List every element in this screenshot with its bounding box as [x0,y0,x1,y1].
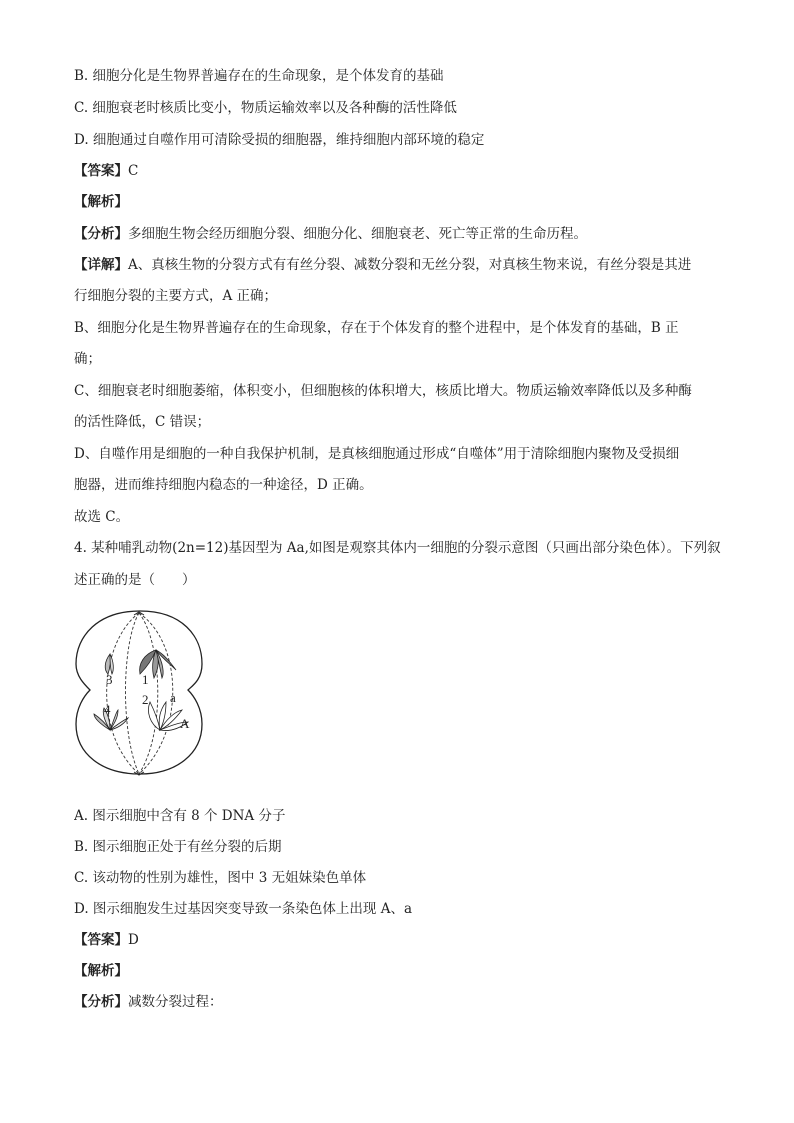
prev-option-d: D. 细胞通过自噬作用可清除受损的细胞器，维持细胞内部环境的稳定 [74,132,485,148]
prev-explain-line [74,192,724,212]
detail-line-3: B、细胞分化是生物界普遍存在的生命现象，存在于个体发育的整个进程中，是个体发育的基础，B 正 [74,320,679,336]
q4-answer-value: D [128,932,139,948]
prev-analysis-line [74,224,724,244]
q4-stem-line-1: 4. 某种哺乳动物(2n=12)基因型为 Aa,如图是观察其体内一细胞的分裂示意图（只画出部分染色体）。下列叙 [74,540,721,556]
prev-answer-line [74,161,724,181]
detail-line-2: 行细胞分裂的主要方式，A 正确； [74,288,278,304]
q4-analysis-line [74,992,724,1012]
label-gene-a: a [170,690,176,705]
cell-division-figure [70,602,208,780]
q4-option-b: B. 图示细胞正处于有丝分裂的后期 [74,839,282,855]
q4-analysis-tag: 【分析】 [74,994,128,1010]
chromosome-4 [94,708,128,730]
label-2: 2 [142,692,149,707]
detail-line-8: 胞器，进而维持细胞内稳态的一种途径，D 正确。 [74,477,373,493]
q4-option-c: C. 该动物的性别为雄性，图中 3 无姐妹染色单体 [74,870,367,886]
q4-analysis-text: 减数分裂过程： [128,994,223,1010]
prev-option-c: C. 细胞衰老时核质比变小，物质运输效率以及各种酶的活性降低 [74,100,457,116]
chromosome-3 [105,654,113,674]
label-gene-A: A [180,716,190,731]
label-3: 3 [106,672,113,687]
prev-option-b: B. 细胞分化是生物界普遍存在的生命现象，是个体发育的基础 [74,68,444,84]
q4-stem-line-2: 述正确的是（ ） [74,572,196,588]
detail-line-7: D、自噬作用是细胞的一种自我保护机制，是真核细胞通过形成“自噬体”用于清除细胞内聚物及受损细 [74,446,680,462]
detail-line-9: 故选 C。 [74,509,130,525]
detail-line-5: C、细胞衰老时细胞萎缩，体积变小，但细胞核的体积增大，核质比增大。物质运输效率降低以及多种酶 [74,383,692,399]
detail-line-4: 确； [74,351,101,367]
answer-tag: 【答案】 [74,163,128,179]
detail-line-1 [74,255,724,275]
q4-option-d: D. 图示细胞发生过基因突变导致一条染色体上出现 A、a [74,901,413,917]
answer-value: C [128,163,139,179]
analysis-tag: 【分析】 [74,226,128,242]
detail-text: A、真核生物的分裂方式有有丝分裂、减数分裂和无丝分裂，对真核生物来说，有丝分裂是其进 [128,257,692,273]
label-1: 1 [142,672,149,687]
q4-option-a: A. 图示细胞中含有 8 个 DNA 分子 [74,808,286,824]
q4-explain-tag: 【解析】 [74,963,128,979]
label-4: 4 [104,702,111,717]
analysis-text: 多细胞生物会经历细胞分裂、细胞分化、细胞衰老、死亡等正常的生命历程。 [128,226,587,242]
q4-answer-line [74,930,724,950]
detail-tag: 【详解】 [74,257,128,273]
q4-explain-line [74,961,724,981]
detail-line-6: 的活性降低，C 错误； [74,414,211,430]
explain-tag: 【解析】 [74,194,128,210]
q4-answer-tag: 【答案】 [74,932,128,948]
